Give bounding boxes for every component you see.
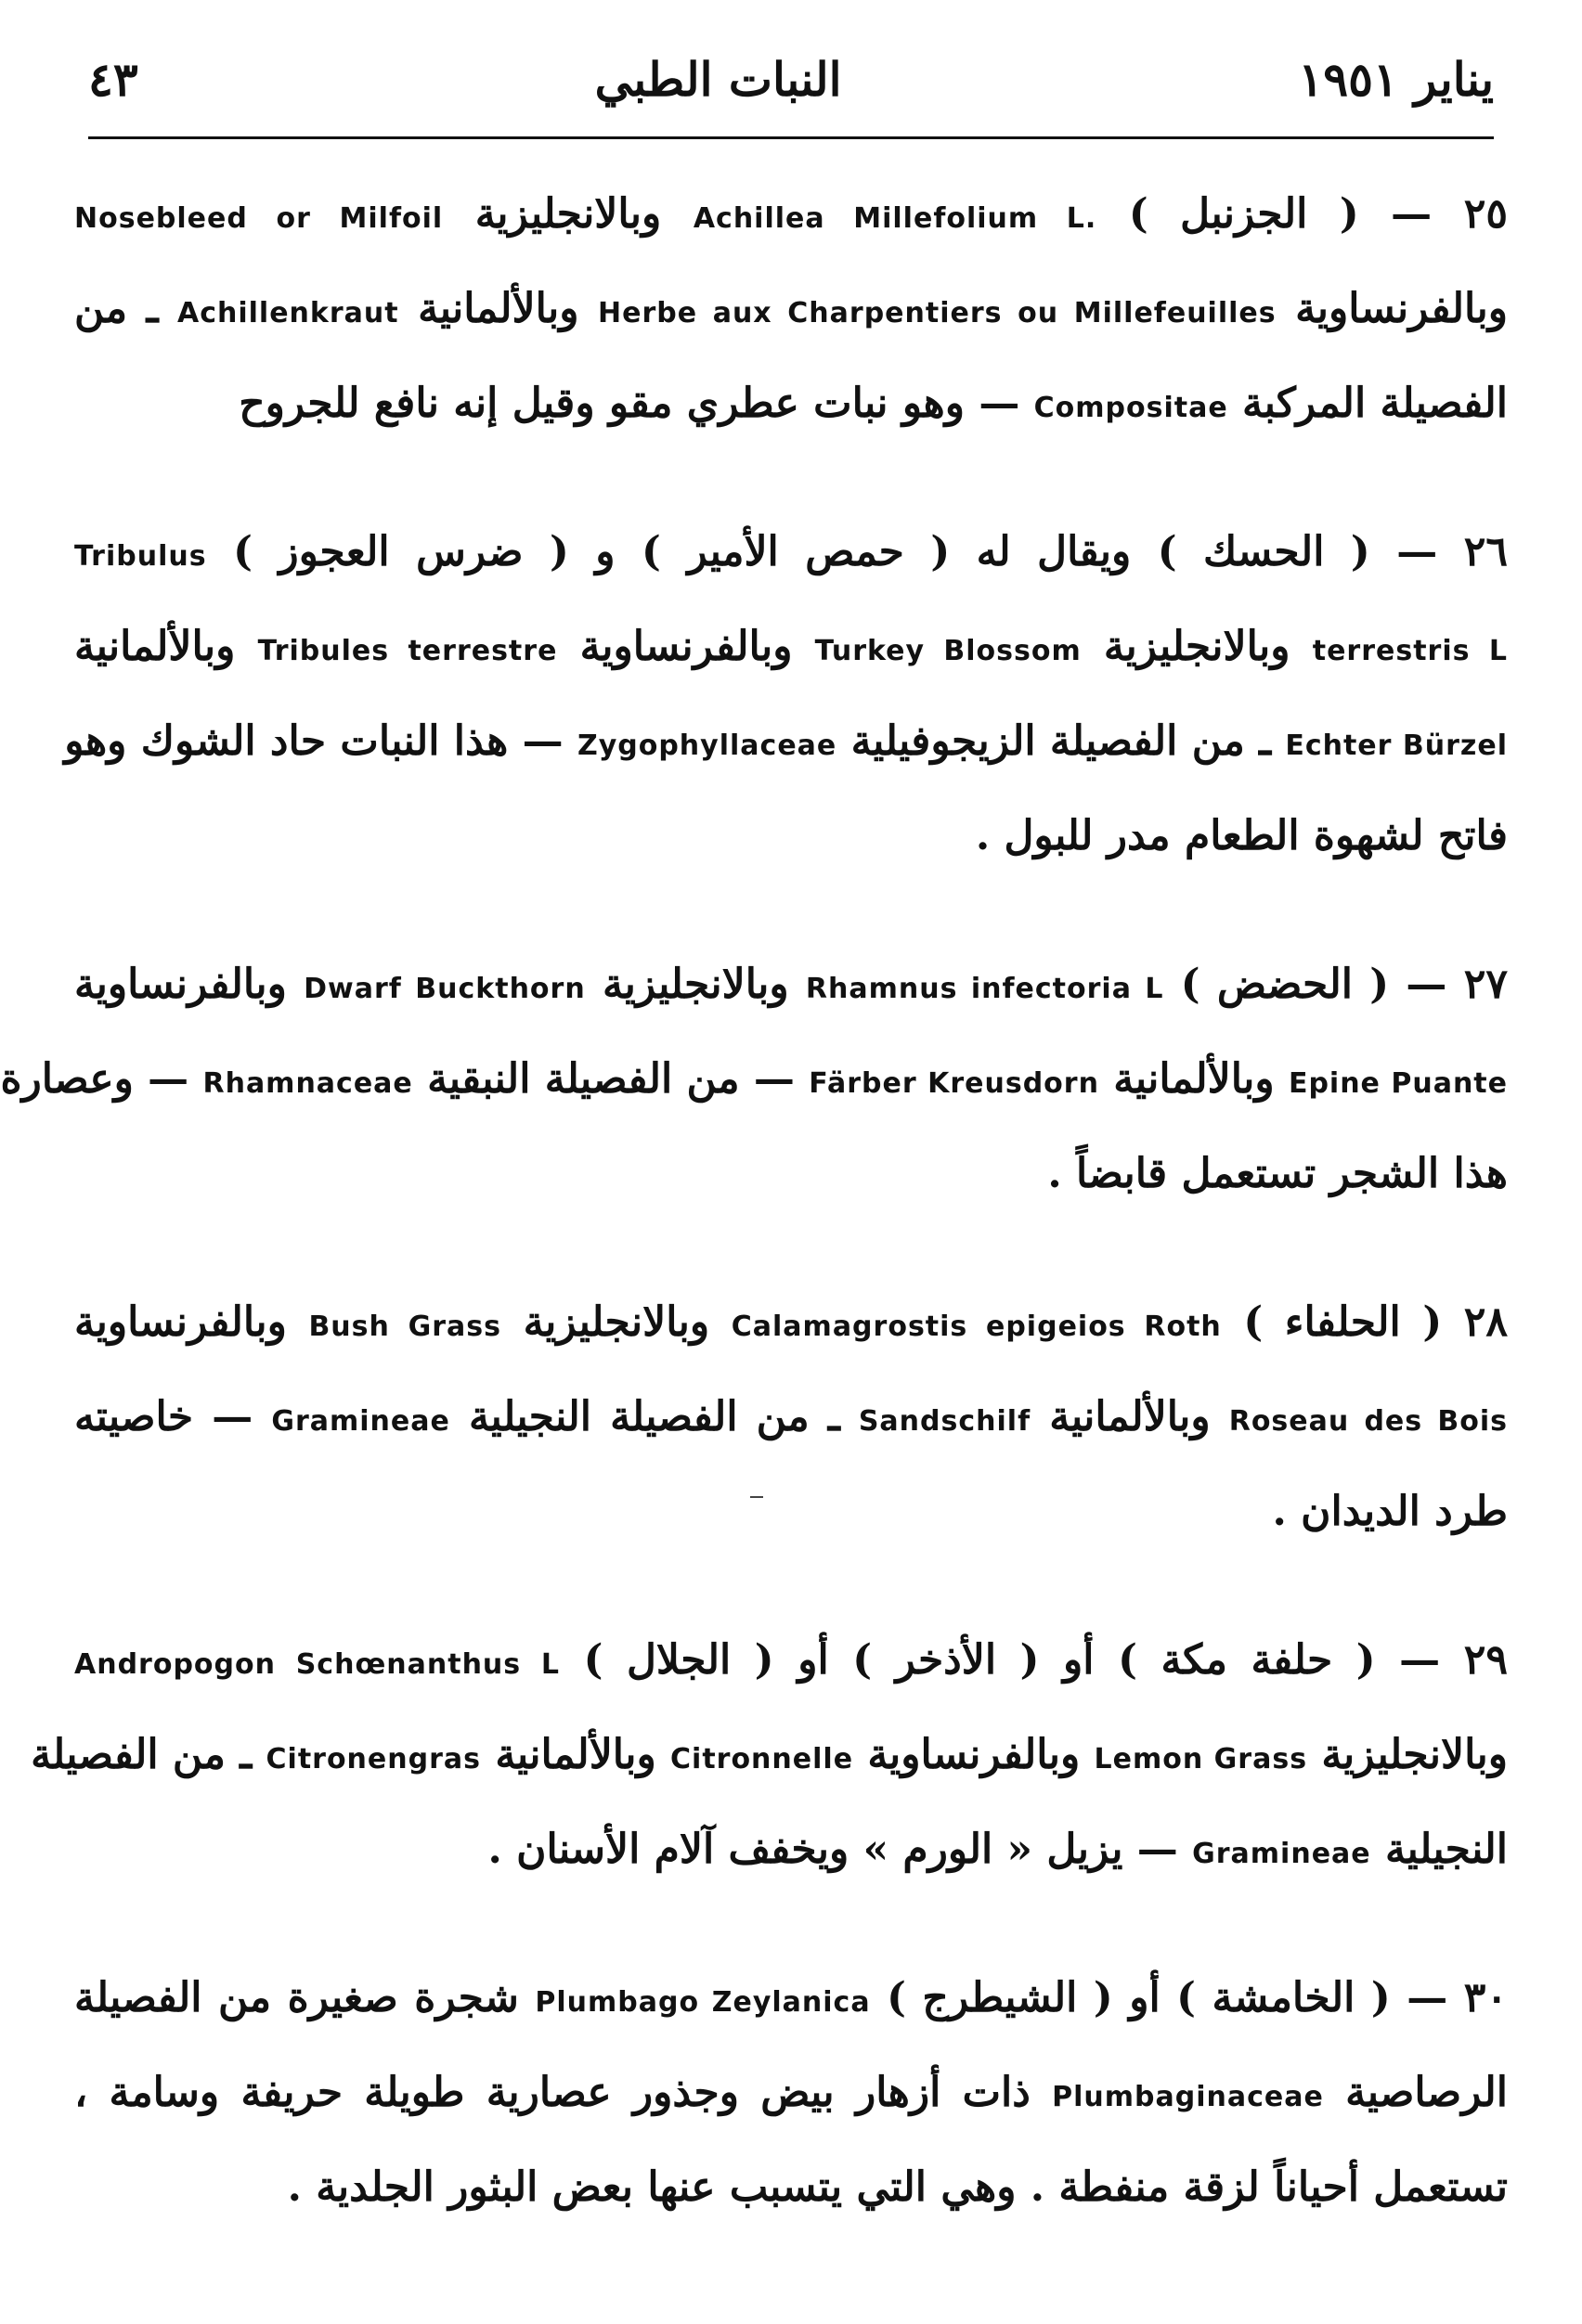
arabic-text: وبالألمانية <box>495 1731 656 1778</box>
latin-term: Zygophyllaceae <box>577 729 837 762</box>
plant-entry <box>74 167 1508 451</box>
latin-term: Calamagrostis epigeios Roth <box>731 1310 1222 1343</box>
arabic-text: ذات أزهار بيض وجذور عصارية طويلة حريفة وسامة ، <box>74 2069 1031 2116</box>
journal-title: النبات الطبي <box>594 51 842 107</box>
arabic-text: ٢٦ — ( الحسك ) ويقال له ( حمص الأمير ) و ( ضرس العجوز ) <box>233 528 1508 575</box>
text-line <box>74 262 1508 356</box>
arabic-text: تستعمل أحياناً لزقة منفطة . وهي التي يتسبب عنها بعض البثور الجلدية . <box>287 2163 1508 2211</box>
latin-term: Herbe aux Charpentiers ou Millefeuilles <box>597 297 1277 329</box>
arabic-text: وبالألمانية <box>1049 1393 1211 1440</box>
arabic-text: فاتح لشهوة الطعام مدر للبول . <box>975 812 1508 859</box>
arabic-text: — يزيل « الورم » ويخفف آلام الأسنان . <box>487 1826 1178 1873</box>
arabic-text: ـ من الفصيلة <box>31 1731 253 1778</box>
arabic-text: — وهو نبات عطري مقو وقيل إنه نافع للجروح <box>239 380 1020 427</box>
text-line <box>74 1370 1508 1465</box>
arabic-text: وبالانجليزية <box>523 1298 710 1346</box>
text-line <box>74 2046 1508 2140</box>
latin-term: Rhamnus infectoria L <box>805 973 1164 1005</box>
latin-term: Citronengras <box>266 1743 481 1775</box>
latin-term: Gramineae <box>271 1405 450 1438</box>
latin-term: Citronnelle <box>670 1743 854 1775</box>
latin-term: Färber Kreusdorn <box>809 1067 1099 1100</box>
latin-term: Echter Bürzel <box>1285 729 1508 762</box>
arabic-text: ـ من الفصيلة الزيجوفيلية <box>850 717 1271 765</box>
arabic-text: ـ من <box>74 285 159 332</box>
latin-term: Dwarf Buckthorn <box>304 973 586 1005</box>
text-line <box>31 1708 1508 1802</box>
arabic-text: شجرة صغيرة من الفصيلة <box>74 1974 519 2021</box>
arabic-text: وبالفرنساوية <box>74 1298 287 1346</box>
latin-term: Tribulus <box>74 540 207 573</box>
text-line <box>74 937 1508 1032</box>
text-line <box>74 505 1508 600</box>
text-line <box>74 1127 1508 1221</box>
latin-term: Compositae <box>1033 392 1228 424</box>
latin-term: Tribules terrestre <box>257 635 558 667</box>
arabic-text: النجيلية <box>1384 1826 1508 1873</box>
plant-entry <box>0 937 1508 1221</box>
arabic-text: وبالألمانية <box>418 285 579 332</box>
arabic-text: وبالألمانية <box>74 623 236 670</box>
arabic-text: ٢٥ — ( الجزنبل ) <box>1128 190 1508 238</box>
arabic-text: ٢٩ — ( حلفة مكة ) أو ( الأذخر ) أو ( الجلال ) <box>583 1636 1508 1684</box>
arabic-text: — هذا النبات حاد الشوك وهو <box>64 717 564 765</box>
latin-term: Plumbago Zeylanica <box>535 1986 871 2019</box>
text-line <box>0 1032 1508 1127</box>
text-line <box>74 167 1508 262</box>
plant-entry <box>31 1613 1508 1897</box>
page-number: ٤٣ <box>88 51 138 107</box>
arabic-text: ٢٨ ( الحلفاء ) <box>1243 1298 1509 1346</box>
plant-entry <box>64 505 1508 884</box>
arabic-text: وبالألمانية <box>1113 1055 1275 1103</box>
arabic-text: — من الفصيلة النبقية <box>427 1055 795 1103</box>
arabic-text: هذا الشجر تستعمل قابضاً . <box>1047 1150 1508 1197</box>
arabic-text: طرد الديدان . <box>1272 1488 1508 1535</box>
latin-term: Epine Puante <box>1288 1067 1508 1100</box>
arabic-text: وبالفرنساوية <box>579 623 793 670</box>
latin-term: Rhamnaceae <box>202 1067 413 1100</box>
entries-list <box>0 167 1509 2289</box>
stray-mark <box>750 1496 763 1498</box>
text-line <box>74 600 1508 694</box>
latin-term: Achillenkraut <box>176 297 399 329</box>
latin-term: Bush Grass <box>308 1310 501 1343</box>
latin-term: terrestris L <box>1312 635 1508 667</box>
arabic-text: الرصاصية <box>1345 2069 1509 2116</box>
latin-term: Roseau des Bois <box>1228 1405 1508 1438</box>
plant-entry <box>74 1275 1508 1559</box>
text-line <box>74 2140 1508 2235</box>
text-line <box>74 356 1508 451</box>
text-line <box>74 789 1508 884</box>
latin-term: Andropogon Schœnanthus L <box>74 1648 560 1681</box>
latin-term: Turkey Blossom <box>814 635 1082 667</box>
latin-term: Nosebleed or Milfoil <box>74 202 444 235</box>
text-line <box>64 694 1508 789</box>
latin-term: Lemon Grass <box>1094 1743 1308 1775</box>
text-line <box>74 1802 1508 1897</box>
latin-term: Gramineae <box>1192 1838 1371 1870</box>
text-line <box>74 1613 1508 1708</box>
text-line <box>74 1275 1508 1370</box>
arabic-text: — خاصيته <box>74 1393 253 1440</box>
arabic-text: وبالفرنساوية <box>867 1731 1081 1778</box>
issue-date: يناير ١٩٥١ <box>1298 51 1494 107</box>
arabic-text: الفصيلة المركبة <box>1242 380 1508 427</box>
latin-term: Sandschilf <box>858 1405 1031 1438</box>
arabic-text: وبالفرنساوية <box>1295 285 1508 332</box>
plant-entry <box>74 1951 1508 2235</box>
arabic-text: ٣٠ — ( الخامشة ) أو ( الشيطرج ) <box>887 1974 1508 2021</box>
arabic-text: وبالانجليزية <box>603 961 789 1008</box>
arabic-text: وبالانجليزية <box>1103 623 1290 670</box>
latin-term: Achillea Millefolium L. <box>693 202 1097 235</box>
text-line <box>74 1951 1508 2046</box>
arabic-text: وبالانجليزية <box>1321 1731 1508 1778</box>
arabic-text: — وعصارة <box>0 1055 189 1103</box>
text-line <box>74 1465 1508 1559</box>
latin-term: Plumbaginaceae <box>1052 2081 1324 2113</box>
arabic-text: ٢٧ — ( الحضض ) <box>1180 961 1508 1008</box>
arabic-text: وبالانجليزية <box>474 190 662 238</box>
page-header <box>88 37 1494 121</box>
header-rule <box>88 136 1494 139</box>
arabic-text: ـ من الفصيلة النجيلية <box>468 1393 840 1440</box>
arabic-text: وبالفرنساوية <box>74 961 287 1008</box>
